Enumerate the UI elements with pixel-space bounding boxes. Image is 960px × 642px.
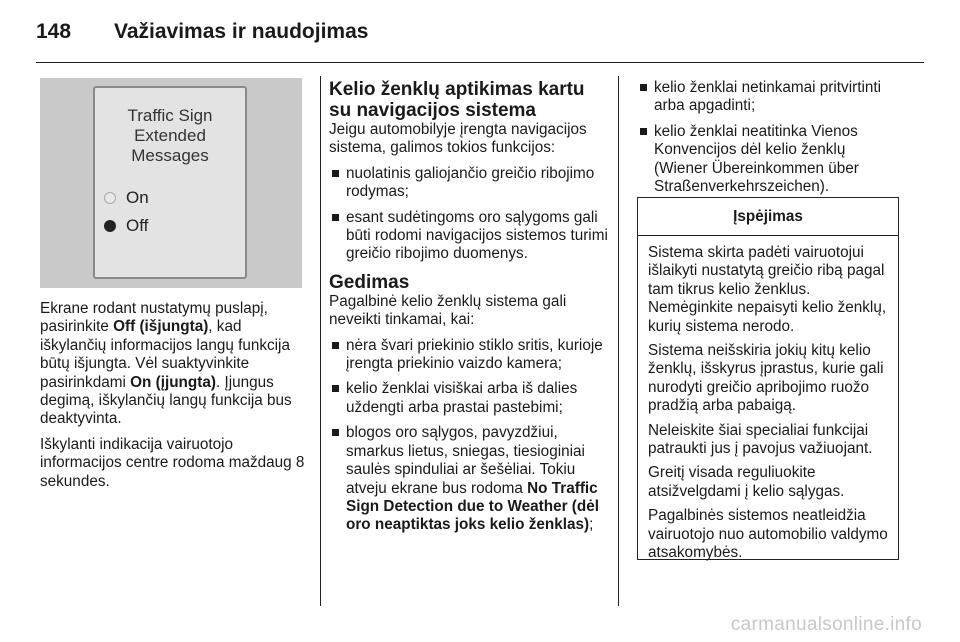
- subsection-heading: Gedimas: [329, 271, 410, 293]
- text: Ekrane rodant nustatymų puslapį, pasirinkite: [40, 300, 268, 336]
- section-heading: Kelio ženklų aptikimas kartu su navigacijos sistema: [329, 79, 585, 121]
- option-off-label: Off: [126, 216, 149, 235]
- bold-term: No Traffic Sign Detection due to Weather (dėl oro neaptiktas joks kelio ženklas): [346, 479, 599, 534]
- option-off: [104, 216, 148, 236]
- right-column: [637, 79, 899, 203]
- watermark: carmanualsonline.info: [730, 614, 922, 635]
- page-header: [36, 20, 368, 44]
- bullet-list-3: [637, 79, 899, 196]
- warning-paragraph: Neleiskite šiai specialiai funkcijai patraukti jus į pavojus važiuojant.: [648, 421, 873, 458]
- header-rule: [36, 62, 924, 63]
- left-paragraph-1: [40, 300, 312, 429]
- screen-title: Traffic Sign Extended Messages: [127, 106, 213, 165]
- intro-paragraph: Jeigu automobilyje įrengta navigacijos sistema, galimos tokios funkcijos:: [329, 121, 587, 157]
- bullet-list-1: [329, 165, 611, 264]
- settings-screen: [93, 86, 247, 279]
- page-number: 148: [36, 20, 72, 43]
- option-on: [104, 188, 149, 208]
- radio-selected-icon: [104, 220, 116, 232]
- text: , kad iškylančių informacijos langų funkcija būtų išjungta. Vėl suaktyvinkite pasirinkdami: [40, 318, 290, 391]
- list-item: kelio ženklai netinkamai pritvirtinti arba apgadinti;: [637, 79, 899, 116]
- list-item: [329, 424, 611, 534]
- bullet-list-2: [329, 337, 611, 535]
- text: ;: [589, 516, 594, 534]
- warning-paragraph: Greitį visada reguliuokite atsižvelgdami į kelio sąlygas.: [648, 464, 845, 500]
- bold-term: Off (išjungta): [113, 318, 209, 336]
- warning-body: [638, 236, 898, 563]
- bold-term: On (įjungta): [130, 373, 216, 391]
- warning-title: Įspėjimas: [638, 198, 898, 236]
- text: blogos oro sąlygos, pavyzdžiui, smarkus lietus, sniegas, tiesioginiai saulės spinduliai ar šešėliai. Tokiu atveju ekrane bus rodoma: [346, 424, 585, 497]
- column-divider-2: [618, 76, 619, 606]
- list-item: esant sudėtingoms oro sąlygoms gali būti rodomi navigacijos sistemos turimi greičio ribojimo duomenys.: [329, 209, 611, 264]
- settings-screen-illustration: [40, 78, 302, 288]
- text: . Įjungus degimą, iškylančių langų funkcija bus deaktyvinta.: [40, 373, 292, 428]
- radio-unselected-icon: [104, 192, 116, 204]
- middle-column: [329, 79, 611, 542]
- list-item: kelio ženklai visiškai arba iš dalies uždengti arba prastai pastebimi;: [329, 380, 611, 417]
- intro-paragraph-2: Pagalbinė kelio ženklų sistema gali neveikti tinkamai, kai:: [329, 292, 567, 329]
- warning-box: [637, 197, 899, 560]
- list-item: kelio ženklai neatitinka Vienos Konvencijos dėl kelio ženklų (Wiener Übereinkommen über Straßenverkehrszeichen).: [637, 123, 899, 197]
- left-paragraph-2: Iškylanti indikacija vairuotojo informacijos centre rodoma maždaug 8 sekundes.: [40, 435, 305, 490]
- warning-paragraph: Sistema skirta padėti vairuotojui išlaikyti nustatytą greičio ribą pagal tam tikrus kelio ženklus. Nemėginkite nepaisyti kelio ženklų, kurių sistema nerodo.: [648, 244, 887, 335]
- left-column: [40, 300, 312, 498]
- list-item: nėra švari priekinio stiklo sritis, kurioje įrengta priekinio vaizdo kamera;: [329, 337, 611, 374]
- page-title: Važiavimas ir naudojimas: [114, 20, 369, 43]
- warning-paragraph: Sistema neišskiria jokių kitų kelio ženklų, išskyrus įprastus, kurie gali nurodyti greičio apribojimo ruožo pradžią arba pabaigą.: [648, 342, 884, 415]
- warning-paragraph: Pagalbinės sistemos neatleidžia vairuotojo nuo automobilio valdymo atsakomybės.: [648, 507, 888, 562]
- option-on-label: On: [126, 188, 149, 207]
- list-item: nuolatinis galiojančio greičio ribojimo rodymas;: [329, 165, 611, 202]
- column-divider-1: [320, 76, 321, 606]
